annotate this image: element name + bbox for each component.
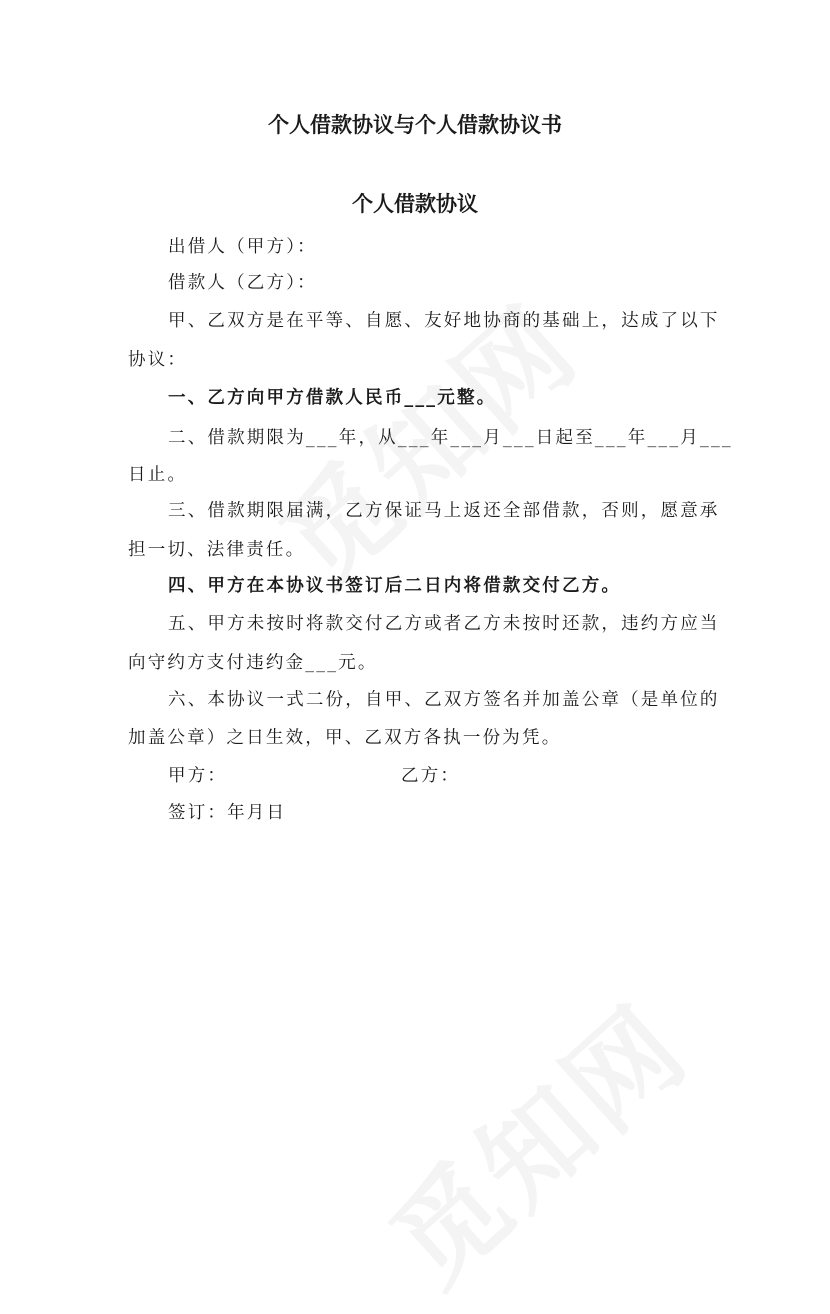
clause-6-line-1: 六、本协议一式二份，自甲、乙双方签名并加盖公章（是单位的 <box>168 690 720 710</box>
clause-2-line-1: 二、借款期限为___年，从___年___月___日起至___年___月___ <box>168 428 733 448</box>
clause-5-line-1: 五、甲方未按时将款交付乙方或者乙方未按时还款，违约方应当 <box>168 614 720 634</box>
clause-3-line-1: 三、借款期限届满，乙方保证马上返还全部借款，否则，愿意承 <box>168 501 720 521</box>
clause-3-line-2: 担一切、法律责任。 <box>128 540 306 560</box>
watermark <box>352 964 716 1314</box>
intro-paragraph-line-2: 协议： <box>128 350 188 370</box>
borrower-line: 借款人（乙方）： <box>168 273 317 293</box>
clause-2-line-2: 日止。 <box>128 465 188 485</box>
main-title: 个人借款协议与个人借款协议书 <box>268 112 562 137</box>
clause-5-line-2: 向守约方支付违约金___元。 <box>128 653 378 673</box>
intro-paragraph-line-1: 甲、乙双方是在平等、自愿、友好地协商的基础上，达成了以下 <box>168 311 720 331</box>
party-b-signature: 乙方： <box>401 766 461 786</box>
clause-1: 一、乙方向甲方借款人民币___元整。 <box>168 388 497 408</box>
clause-4: 四、甲方在本协议书签订后二日内将借款交付乙方。 <box>168 576 622 596</box>
lender-line: 出借人（甲方）： <box>168 237 317 257</box>
clause-6-line-2: 加盖公章）之日生效，甲、乙双方各执一份为凭。 <box>128 728 562 748</box>
party-a-signature: 甲方： <box>168 766 228 786</box>
sub-title: 个人借款协议 <box>352 191 478 216</box>
signing-date: 签订：年月日 <box>168 803 287 823</box>
